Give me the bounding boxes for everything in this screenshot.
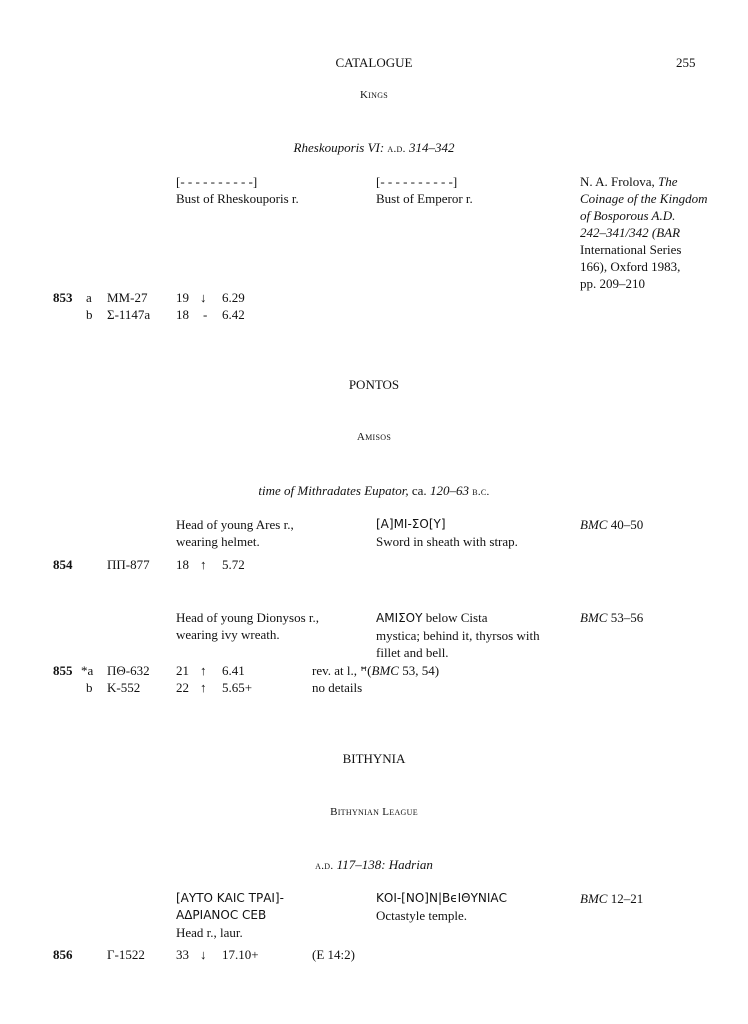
reverse-legend: [- - - - - - - - - -] xyxy=(376,174,458,189)
ref-numbers: 53–56 xyxy=(610,610,644,625)
ref-numbers: 40–50 xyxy=(610,517,644,532)
inventory-number: K-552 xyxy=(107,680,141,695)
coin-size: 19 xyxy=(176,290,189,305)
ruler-name: Rheskouporis VI: xyxy=(293,140,385,155)
period-heading xyxy=(0,856,748,875)
obverse-type: Head r., laur. xyxy=(176,925,243,940)
period-era: a.d. xyxy=(315,860,334,872)
reverse-type: Bust of Emperor r. xyxy=(376,191,473,206)
coin-size: 33 xyxy=(176,947,189,962)
coin-weight: 6.42 xyxy=(222,307,245,322)
coin-weight: 6.41 xyxy=(222,663,245,678)
ref-bmc: BMC xyxy=(580,610,608,625)
coin-size: 18 xyxy=(176,557,189,572)
obverse-description xyxy=(176,609,319,643)
inventory-number: Γ-1522 xyxy=(107,947,145,962)
reverse-description xyxy=(376,516,518,550)
coin-weight: 17.10+ xyxy=(222,947,259,962)
running-title: CATALOGUE xyxy=(335,55,413,70)
ref-line-5: International Series xyxy=(580,242,682,257)
reverse-line: mystica; behind it, thyrsos with xyxy=(376,628,540,643)
obverse-legend: [- - - - - - - - - -] xyxy=(176,174,258,189)
ruler-dates: 314–342 xyxy=(408,140,455,155)
type-reference xyxy=(580,890,643,907)
entry-note: no details xyxy=(312,680,363,695)
entry-note: (E 14:2) xyxy=(312,947,355,962)
ref-line-6: 166), Oxford 1983, xyxy=(580,259,681,274)
ruler-heading xyxy=(0,139,748,158)
reverse-type: Octastyle temple. xyxy=(376,908,467,923)
ref-title-3: of Bosporous A.D. xyxy=(580,208,676,223)
obverse-description xyxy=(176,890,284,941)
ref-author: N. A. Frolova, xyxy=(580,174,655,189)
coin-weight: 5.72 xyxy=(222,557,245,572)
period-dates: 117–138: xyxy=(336,857,386,872)
entry-note xyxy=(312,662,439,680)
entry-number: 853 xyxy=(53,290,73,305)
reverse-line: fillet and bell. xyxy=(376,645,449,660)
obverse-line: wearing helmet. xyxy=(176,534,260,549)
die-axis-arrow: - xyxy=(203,307,208,322)
city-heading-bithynian-league: Bithynian League xyxy=(330,806,418,818)
obverse-description xyxy=(176,173,299,207)
ref-title-1: The xyxy=(658,174,678,189)
die-axis-arrow: ↑ xyxy=(200,557,207,572)
section-heading-kings: Kings xyxy=(359,89,389,101)
region-heading-pontos: PONTOS xyxy=(348,377,400,392)
obverse-line: wearing ivy wreath. xyxy=(176,627,280,642)
entry-sub: b xyxy=(86,307,93,322)
reverse-description xyxy=(376,890,507,924)
die-axis-arrow: ↓ xyxy=(200,947,207,962)
entry-number: 855 xyxy=(53,663,73,678)
obverse-legend: [ΑΥΤΟ ΚΑΙϹ ΤΡΑΙ]- xyxy=(176,891,284,905)
ref-title-4: 242–341/342 (BAR xyxy=(580,225,681,240)
period-prefix: time of Mithradates Eupator, xyxy=(258,483,409,498)
inventory-number: ΠΠ-877 xyxy=(107,557,150,572)
inventory-number: MM-27 xyxy=(107,290,148,305)
region-heading-bithynia: BITHYNIA xyxy=(342,751,406,766)
coin-size: 21 xyxy=(176,663,189,678)
ref-numbers: 12–21 xyxy=(610,891,644,906)
ruler-era: a.d. xyxy=(387,143,406,155)
obverse-legend: ΑΔΡΙΑΝΟϹ ϹΕΒ xyxy=(176,908,267,922)
note-numbers: 53, 54) xyxy=(402,663,440,678)
type-reference xyxy=(580,609,643,626)
ref-title-2: Coinage of the Kingdom xyxy=(580,191,708,206)
period-ruler: Hadrian xyxy=(388,857,433,872)
entry-number: 856 xyxy=(53,947,73,962)
obverse-line: Head of young Dionysos r., xyxy=(176,610,319,625)
reverse-line: below Cista xyxy=(425,610,488,625)
ref-line-7: pp. 209–210 xyxy=(580,276,645,291)
obverse-line: Head of young Ares r., xyxy=(176,517,294,532)
page-number: 255 xyxy=(676,55,696,70)
city-heading-amisos: Amisos xyxy=(356,431,392,443)
note-open-paren: ( xyxy=(367,663,372,678)
note-ref: BMC xyxy=(371,663,399,678)
note-text: rev. at l., xyxy=(312,663,357,678)
coin-weight: 5.65+ xyxy=(222,680,253,695)
ref-bmc: BMC xyxy=(580,891,608,906)
coin-weight: 6.29 xyxy=(222,290,245,305)
die-axis-arrow: ↓ xyxy=(200,290,207,305)
obverse-description xyxy=(176,516,294,550)
entry-number: 854 xyxy=(53,557,73,572)
inventory-number: Σ-1147a xyxy=(107,307,151,322)
period-era: b.c. xyxy=(472,486,490,498)
reverse-legend: [Α]ΜΙ-ΣΟ[Υ] xyxy=(376,517,446,531)
period-dates: 120–63 xyxy=(429,483,469,498)
monogram-icon: ꟸ xyxy=(360,664,368,678)
reverse-description xyxy=(376,609,540,661)
entry-sub: a xyxy=(86,290,92,305)
entry-sub: b xyxy=(86,680,93,695)
die-axis-arrow: ↑ xyxy=(200,680,207,695)
inventory-number: ΠΘ-632 xyxy=(107,663,150,678)
die-axis-arrow: ↑ xyxy=(200,663,207,678)
reverse-type: Sword in sheath with strap. xyxy=(376,534,518,549)
entry-sub: *a xyxy=(81,663,94,678)
coin-size: 22 xyxy=(176,680,189,695)
type-reference xyxy=(580,516,643,533)
obverse-type: Bust of Rheskouporis r. xyxy=(176,191,299,206)
ref-bmc: BMC xyxy=(580,517,608,532)
reverse-legend: ΚΟΙ-[ΝΟ]Ν|ΒϵΙΘΥΝΙΑϹ xyxy=(376,891,508,905)
coin-size: 18 xyxy=(176,307,189,322)
period-ca: ca. xyxy=(411,483,427,498)
period-heading xyxy=(0,482,748,501)
reverse-legend: ΑΜΙΣΟΥ xyxy=(376,611,423,625)
reverse-description xyxy=(376,173,473,207)
bibliographic-reference xyxy=(580,173,740,292)
